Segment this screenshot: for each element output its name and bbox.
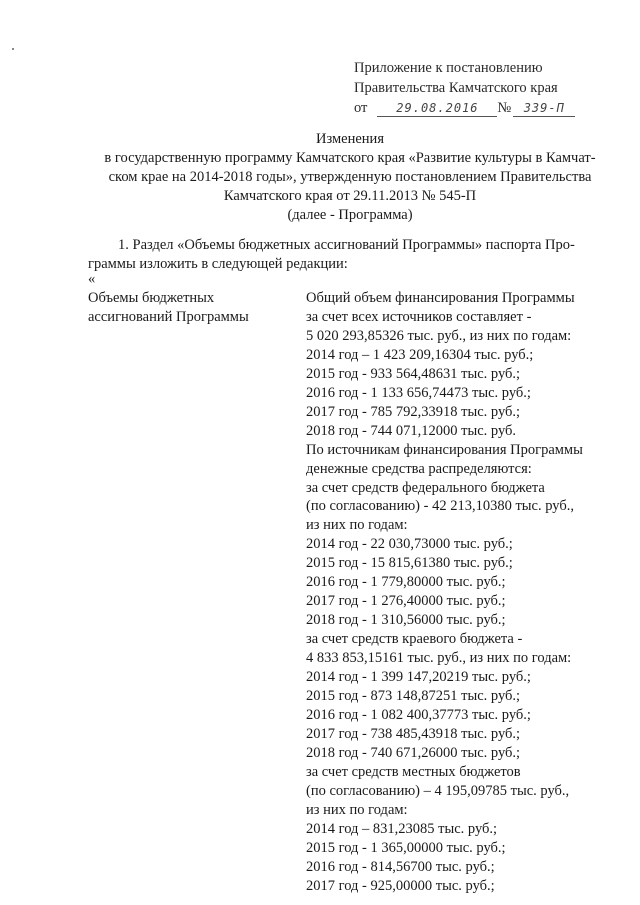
funding-line: Общий объем финансирования Программы: [306, 290, 575, 306]
left-col-line-1: Объемы бюджетных: [88, 290, 215, 306]
appendix-header: [354, 58, 575, 118]
appendix-line-2: Правительства Камчатского края: [354, 80, 558, 96]
document-title: [60, 130, 640, 225]
funding-line: 2017 год - 1 276,40000 тыс. руб.;: [306, 593, 506, 610]
appendix-line-1: Приложение к постановлению: [354, 60, 543, 76]
funding-line: 2017 год - 925,00000 тыс. руб.;: [306, 877, 495, 894]
funding-line: 2016 год - 1 082 400,37773 тыс. руб.;: [306, 706, 531, 723]
funding-line: 2018 год - 740 671,26000 тыс. руб.;: [306, 744, 521, 761]
left-col-line-2: ассигнований Программы: [88, 309, 249, 325]
appendix-date: 29.08.2016: [377, 100, 497, 117]
title-line-2: ском крае на 2014-2018 годы», утвержденную постановлением Правительства: [108, 169, 592, 185]
funding-line: 2014 год – 1 423 209,16304 тыс. руб.;: [306, 346, 534, 363]
funding-line: за счет всех источников составляет -: [306, 308, 532, 325]
funding-line: (по согласованию) – 4 195,09785 тыс. руб.,: [306, 782, 570, 799]
funding-line: 2016 год - 1 779,80000 тыс. руб.;: [306, 574, 506, 591]
paragraph-line-1: 1. Раздел «Объемы бюджетных ассигнований Программы» паспорта Про-: [118, 237, 575, 253]
amendment-paragraph: [88, 236, 608, 274]
funding-line: 2017 год - 738 485,43918 тыс. руб.;: [306, 725, 521, 742]
scan-speck: [12, 48, 14, 50]
appendix-number: 339-П: [513, 100, 575, 117]
title-line-3: Камчатского края от 29.11.2013 № 545-П: [223, 188, 477, 204]
funding-line: за счет средств краевого бюджета -: [306, 631, 523, 648]
funding-line: 2014 год – 831,23085 тыс. руб.;: [306, 820, 498, 837]
table-right-column: [306, 289, 583, 896]
funding-line: 2016 год - 1 133 656,74473 тыс. руб.;: [306, 384, 531, 401]
funding-line: 2016 год - 814,56700 тыс. руб.;: [306, 858, 495, 875]
title-line-4: (далее - Программа): [287, 207, 413, 223]
funding-line: 5 020 293,85326 тыс. руб., из них по годам:: [306, 327, 572, 344]
appendix-number-sign: №: [497, 100, 512, 116]
table-left-column: [88, 289, 249, 327]
title-heading: Изменения: [316, 131, 384, 147]
quote-open: «: [88, 271, 96, 287]
appendix-date-line: [354, 98, 575, 118]
funding-line: 2015 год - 15 815,61380 тыс. руб.;: [306, 555, 513, 572]
funding-line: 2017 год - 785 792,33918 тыс. руб.;: [306, 403, 521, 420]
funding-line: денежные средства распределяются:: [306, 460, 532, 477]
title-line-1: в государственную программу Камчатского края «Развитие культуры в Камчат-: [104, 150, 596, 166]
paragraph-line-2: граммы изложить в следующей редакции:: [88, 256, 348, 272]
funding-line: за счет средств федерального бюджета: [306, 479, 545, 496]
funding-line: 2018 год - 1 310,56000 тыс. руб.;: [306, 612, 506, 629]
funding-line: 2015 год - 1 365,00000 тыс. руб.;: [306, 839, 506, 856]
funding-line: за счет средств местных бюджетов: [306, 763, 521, 780]
funding-line: 2014 год - 1 399 147,20219 тыс. руб.;: [306, 669, 531, 686]
funding-line: 2015 год - 873 148,87251 тыс. руб.;: [306, 688, 521, 705]
appendix-date-prefix: от: [354, 100, 368, 116]
funding-line: По источникам финансирования Программы: [306, 441, 583, 458]
funding-line: 4 833 853,15161 тыс. руб., из них по годам:: [306, 650, 572, 667]
funding-line: 2018 год - 744 071,12000 тыс. руб.: [306, 422, 517, 439]
funding-line: 2015 год - 933 564,48631 тыс. руб.;: [306, 365, 521, 382]
funding-line: из них по годам:: [306, 801, 408, 818]
funding-line: 2014 год - 22 030,73000 тыс. руб.;: [306, 536, 513, 553]
funding-line: из них по годам:: [306, 517, 408, 534]
funding-line: (по согласованию) - 42 213,10380 тыс. руб.,: [306, 498, 574, 515]
